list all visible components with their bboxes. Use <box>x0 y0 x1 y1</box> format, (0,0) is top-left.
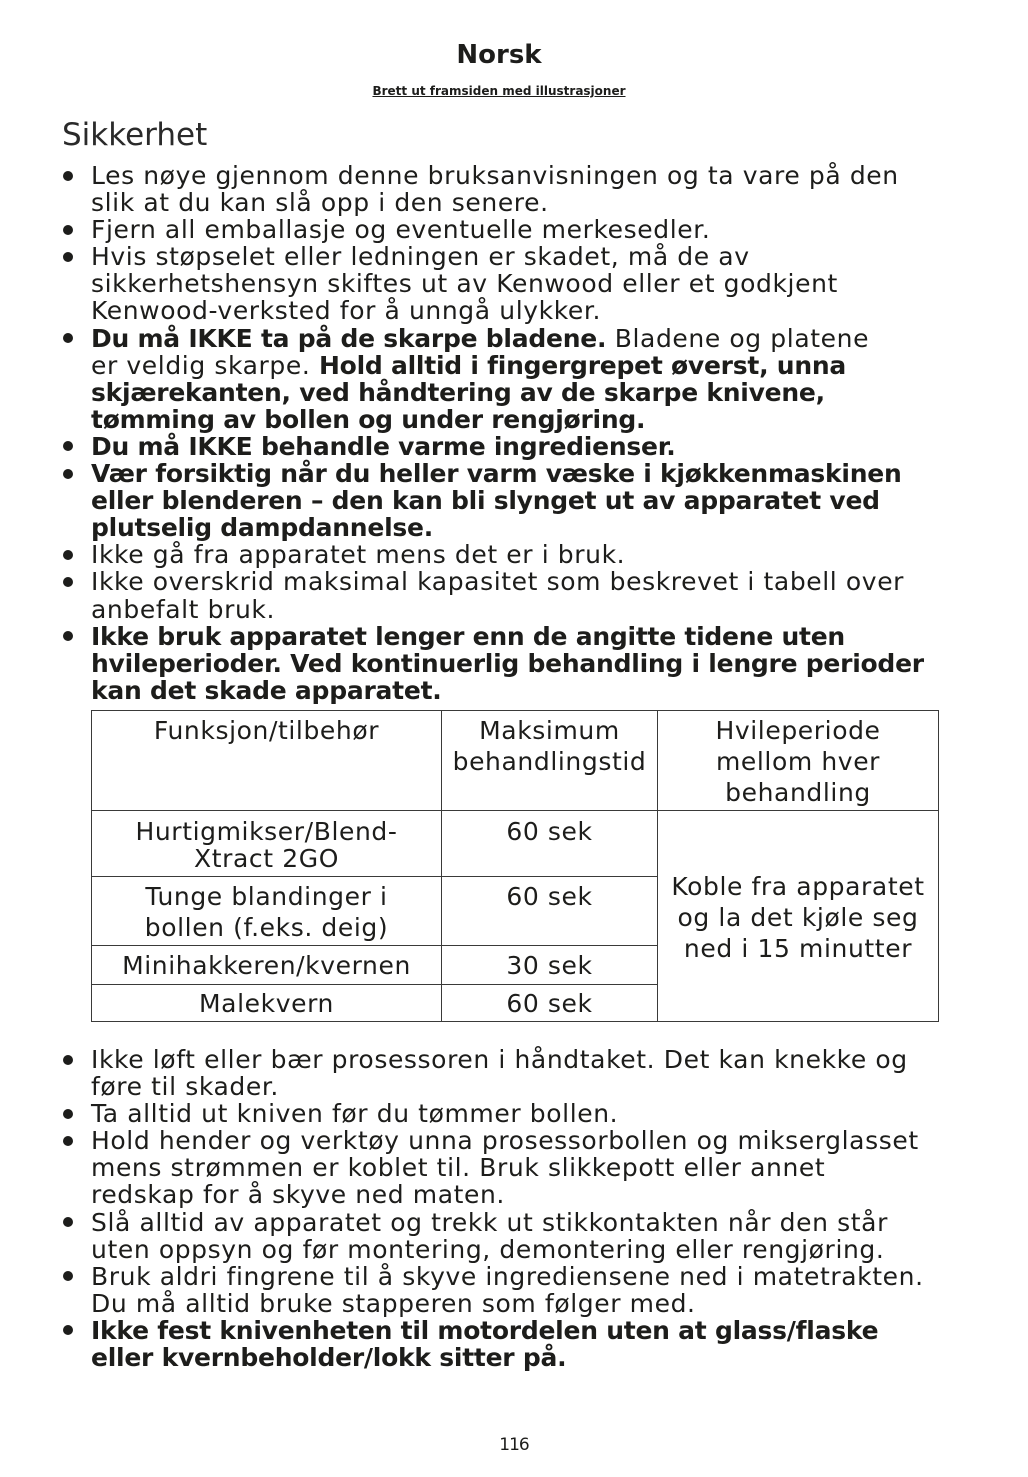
bullet-icon <box>63 550 73 560</box>
safety-list <box>91 1046 1021 1371</box>
cell-function <box>92 877 442 946</box>
safety-item-line: Hvis støpselet eller ledningen er skadet, må de av <box>91 242 750 272</box>
cell-line: Hurtigmikser/Blend- <box>135 817 398 846</box>
safety-item <box>91 216 1021 243</box>
table-header-row <box>92 711 939 811</box>
header-line: Hvileperiode <box>715 716 881 745</box>
safety-item-line: uten oppsyn og før montering, demontering eller rengjøring. <box>91 1234 885 1264</box>
cell-max-time <box>442 946 658 985</box>
safety-item-line <box>91 352 1021 379</box>
safety-item <box>91 1317 1021 1371</box>
bullet-icon <box>63 1109 73 1119</box>
bold-text: Hold alltid i fingergrepet øverst, unna <box>318 350 847 380</box>
regular-text: Bladene og platene <box>606 323 870 353</box>
header-line: mellom hver <box>715 747 881 776</box>
safety-item-line: redskap for å skyve ned maten. <box>91 1180 505 1210</box>
bullet-icon <box>63 225 73 235</box>
safety-item <box>91 433 1021 460</box>
safety-item-line: kan det skade apparatet. <box>91 675 442 705</box>
cell-max-time <box>442 811 658 877</box>
safety-item-line: eller kvernbeholder/lokk sitter på. <box>91 1343 567 1373</box>
safety-item-line: plutselig dampdannelse. <box>91 513 433 543</box>
cell-line: Tunge blandinger i <box>145 882 388 911</box>
safety-item-line: hvileperioder. Ved kontinuerlig behandling i lengre perioder <box>91 648 924 678</box>
safety-item-line: anbefalt bruk. <box>91 594 276 624</box>
cell-line: 30 sek <box>506 951 593 980</box>
bullet-icon <box>63 333 73 343</box>
safety-item-line: Fjern all emballasje og eventuelle merkesedler. <box>91 215 711 245</box>
cell-line: 60 sek <box>506 989 593 1018</box>
bullet-icon <box>63 577 73 587</box>
fold-out-note: Brett ut framsiden med illustrasjoner <box>372 84 626 98</box>
safety-item <box>91 623 1021 704</box>
safety-item-line: Hold hender og verktøy unna prosessorbollen og mikserglasset <box>91 1126 919 1156</box>
safety-item-line: Ta alltid ut kniven før du tømmer bollen. <box>91 1099 619 1129</box>
safety-item-line: Vær forsiktig når du heller varm væske i kjøkkenmaskinen <box>91 459 902 489</box>
bullet-icon <box>63 631 73 641</box>
bullet-icon <box>63 1217 73 1227</box>
header-function <box>92 711 442 811</box>
safety-item <box>91 1046 1021 1100</box>
bullet-icon <box>63 1055 73 1065</box>
safety-item-line: Slå alltid av apparatet og trekk ut stikkontakten når den står <box>91 1207 888 1237</box>
safety-item <box>91 1127 1021 1208</box>
safety-item <box>91 162 1021 216</box>
safety-item <box>91 1263 1021 1317</box>
header-line: Maksimum <box>479 716 620 745</box>
header-max-time <box>442 711 658 811</box>
safety-item <box>91 1100 1021 1127</box>
header-rest-period <box>658 711 939 811</box>
safety-item <box>91 541 1021 568</box>
safety-item <box>91 460 1021 541</box>
bullet-icon <box>63 469 73 479</box>
usage-table <box>91 710 939 1022</box>
safety-item-line: Ikke fest knivenheten til motordelen uten at glass/flaske <box>91 1315 879 1345</box>
bold-text: Du må IKKE ta på de skarpe bladene. <box>91 323 607 353</box>
safety-item-line: Ikke gå fra apparatet mens det er i bruk. <box>91 540 626 570</box>
cell-line: ned i 15 minutter <box>683 934 913 963</box>
cell-line: bollen (f.eks. deig) <box>144 913 389 942</box>
safety-item-line: eller blenderen – den kan bli slynget ut av apparatet ved <box>91 486 880 516</box>
bullet-icon <box>63 1136 73 1146</box>
regular-text: er veldig skarpe. <box>91 350 319 380</box>
cell-function <box>92 811 442 877</box>
bold-text: tømming av bollen og under rengjøring. <box>91 404 646 434</box>
bullet-icon <box>63 441 73 451</box>
language-heading: Norsk <box>456 40 542 70</box>
bullet-icon <box>63 1271 73 1281</box>
safety-item-line: Ikke overskrid maksimal kapasitet som beskrevet i tabell over <box>91 567 905 597</box>
safety-item-line: føre til skader. <box>91 1072 279 1102</box>
cell-max-time <box>442 877 658 946</box>
safety-item-line: Ikke løft eller bær prosessoren i håndtaket. Det kan knekke og <box>91 1045 908 1074</box>
safety-item <box>91 1209 1021 1263</box>
cell-rest-period <box>658 811 939 1022</box>
page-number: 116 <box>499 1435 529 1455</box>
safety-list <box>91 162 1021 704</box>
cell-line: 60 sek <box>506 817 593 846</box>
cell-function <box>92 985 442 1022</box>
section-title: Sikkerhet <box>62 117 208 153</box>
cell-line: Xtract 2GO <box>194 844 339 873</box>
safety-item-line: Du må IKKE behandle varme ingredienser. <box>91 431 676 461</box>
header-line: behandling <box>725 778 871 807</box>
cell-line: Malekvern <box>199 989 334 1018</box>
table-row <box>92 811 939 877</box>
bullet-icon <box>63 171 73 181</box>
bullet-icon <box>63 252 73 262</box>
safety-item-line: sikkerhetshensyn skiftes ut av Kenwood eller et godkjent <box>91 269 838 299</box>
header-line: behandlingstid <box>452 747 647 776</box>
cell-function <box>92 946 442 985</box>
safety-item-line <box>91 325 1021 352</box>
safety-item-line: Kenwood-verksted for å unngå ulykker. <box>91 296 602 326</box>
safety-item-line: Les nøye gjennom denne bruksanvisningen og ta vare på den <box>91 161 899 190</box>
safety-item <box>91 325 1021 433</box>
cell-max-time <box>442 985 658 1022</box>
safety-item-line <box>91 379 1021 406</box>
header-line: Funksjon/tilbehør <box>153 716 380 745</box>
safety-item <box>91 243 1021 324</box>
safety-item <box>91 568 1021 622</box>
safety-item-line: mens strømmen er koblet til. Bruk slikkepott eller annet <box>91 1153 826 1183</box>
cell-line: og la det kjøle seg <box>677 903 919 932</box>
safety-item-line: Bruk aldri fingrene til å skyve ingrediensene ned i matetrakten. <box>91 1261 924 1291</box>
safety-item-line: Ikke bruk apparatet lenger enn de angitte tidene uten <box>91 621 845 651</box>
cell-line: Minihakkeren/kvernen <box>122 951 411 980</box>
safety-item-line: Du må alltid bruke stapperen som følger med. <box>91 1288 696 1318</box>
cell-line: 60 sek <box>506 882 593 911</box>
bold-text: skjærekanten, ved håndtering av de skarpe knivene, <box>91 377 825 407</box>
safety-item-line: slik at du kan slå opp i den senere. <box>91 188 549 218</box>
cell-line: Koble fra apparatet <box>671 872 925 901</box>
safety-item-line <box>91 406 1021 433</box>
bullet-icon <box>63 1325 73 1335</box>
